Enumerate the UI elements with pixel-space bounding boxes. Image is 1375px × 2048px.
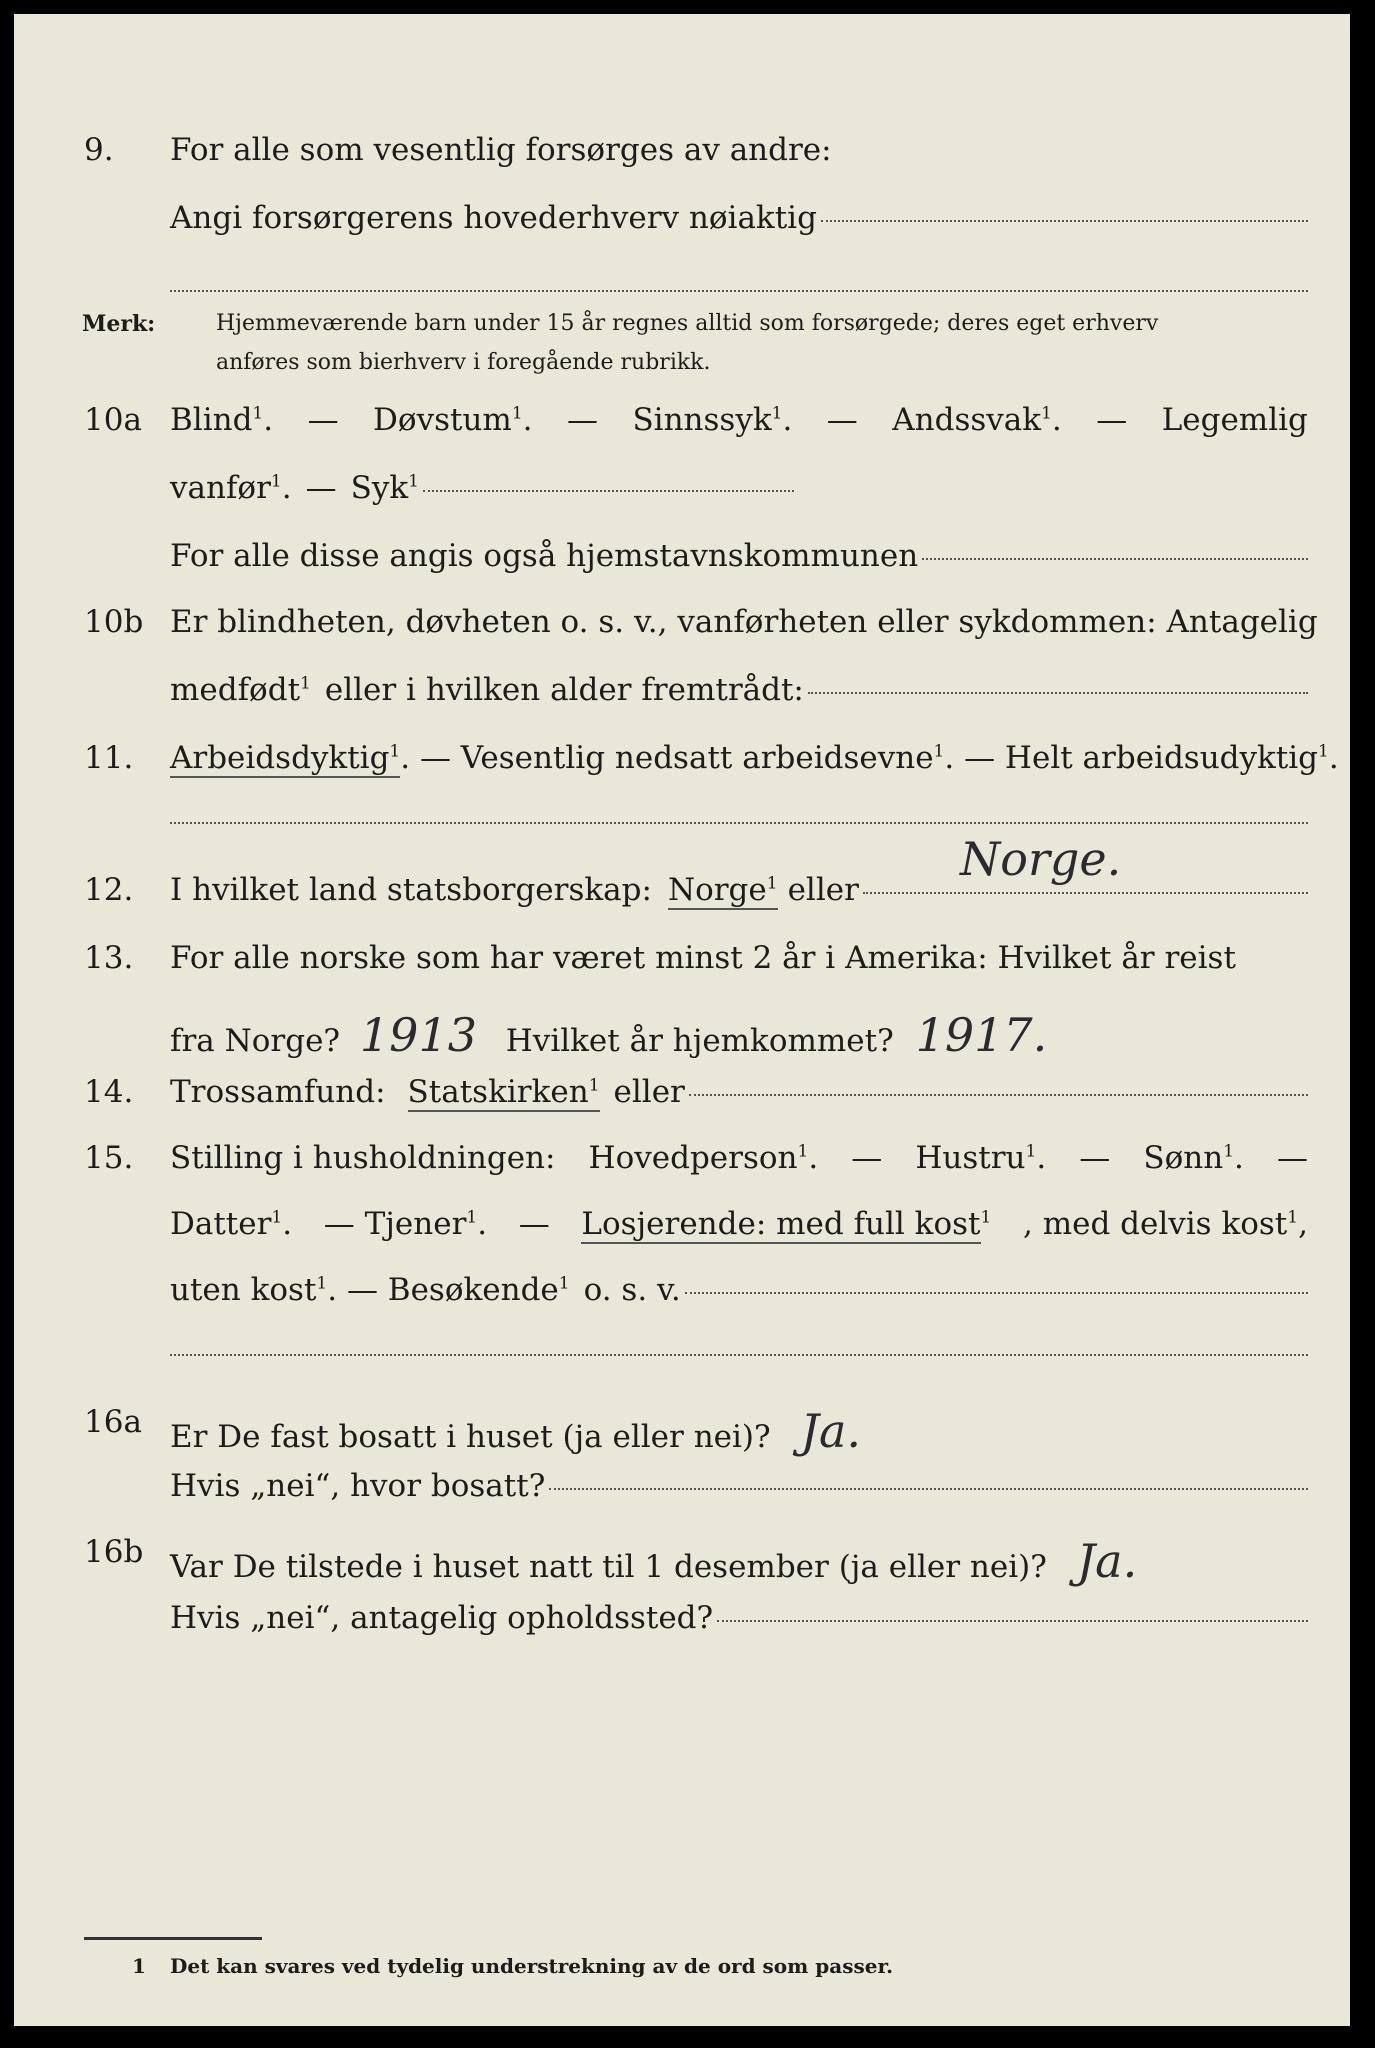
footnote-text: Det kan svares ved tydelig understrekning av de ord som passer. xyxy=(170,1954,894,1978)
q15-answer-line-2[interactable] xyxy=(170,1354,1308,1356)
q13-hjemkommet-prompt: Hvilket år hjemkommet? xyxy=(505,1023,894,1059)
option-blind[interactable]: Blind$^1$. xyxy=(170,402,274,438)
q16a-line2 xyxy=(14,1468,1350,1518)
q16b-opholdssted-prompt: Hvis „nei“, antagelig opholdssted? xyxy=(170,1600,714,1636)
option-besokende[interactable]: . — Besøkende$^1$ xyxy=(327,1272,570,1308)
q10a-number: 10a xyxy=(84,402,142,438)
q16b-prompt: Var De tilstede i huset natt til 1 desember (ja eller nei)? xyxy=(170,1549,1047,1585)
merk-label: Merk: xyxy=(82,311,156,337)
q15-line2: Datter$^1$. — Tjener$^1$. — Losjerende: med full kost$^1$ , med delvis kost$^1$, xyxy=(170,1206,1308,1242)
option-arbeidsdyktig[interactable]: Arbeidsdyktig$^1$ xyxy=(170,740,401,776)
q9-answer-line-2[interactable] xyxy=(170,290,1308,292)
q10a-line3 xyxy=(14,538,1350,588)
option-vanfor[interactable]: vanfør$^1$. xyxy=(170,470,292,506)
option-statskirken[interactable]: Statskirken$^1$ xyxy=(407,1074,600,1110)
q11-number: 11. xyxy=(84,740,134,776)
q16b-line2 xyxy=(14,1600,1350,1650)
option-sinnssyk[interactable]: Sinnssyk$^1$. xyxy=(632,402,793,438)
q10b-alder-line[interactable] xyxy=(808,692,1308,694)
option-sonn[interactable]: Sønn$^1$. xyxy=(1143,1140,1244,1176)
footnote-mark: 1 xyxy=(132,1954,146,1978)
merk-line1: Hjemmeværende barn under 15 år regnes alltid som forsørgede; deres eget erhverv xyxy=(216,311,1159,336)
q12-number: 12. xyxy=(84,872,134,908)
q16a-bosatt-line[interactable] xyxy=(549,1488,1308,1490)
q14-line: 14. Trossamfund: Statskirken$^1$ eller xyxy=(14,1074,1350,1124)
q16a-number: 16a xyxy=(84,1404,142,1440)
option-dovstum[interactable]: Døvstum$^1$. xyxy=(373,402,533,438)
option-losjerende-full-kost[interactable]: Losjerende: med full kost$^1$ xyxy=(581,1206,992,1242)
q9-prompt: Angi forsørgerens hovederhverv nøiaktig xyxy=(170,200,817,236)
q14-prompt: Trossamfund: xyxy=(170,1074,386,1110)
option-syk[interactable]: Syk$^1$ xyxy=(350,470,419,506)
q15-line1: 15. Stilling i husholdningen: Hovedperson$^1$. — Hustru$^1$. — Sønn$^1$. — xyxy=(84,1140,1308,1176)
option-delvis-kost[interactable]: , med delvis kost$^1$, xyxy=(1023,1206,1308,1242)
census-form-page xyxy=(14,14,1350,2026)
option-hovedperson[interactable]: Hovedperson$^1$. xyxy=(588,1140,819,1176)
q15-answer-line[interactable] xyxy=(685,1292,1308,1294)
q10b-text: Er blindheten, døvheten o. s. v., vanførheten eller sykdommen: Antagelig xyxy=(170,604,1318,640)
q13-line1 xyxy=(14,940,1350,990)
q16b-line1 xyxy=(14,1534,1350,1588)
q13-text: For alle norske som har været minst 2 år i Amerika: Hvilket år reist xyxy=(170,940,1236,976)
q15-number: 15. xyxy=(84,1140,134,1176)
q16a-prompt: Er De fast bosatt i huset (ja eller nei)? xyxy=(170,1419,771,1455)
option-medfodt[interactable]: medfødt$^1$ xyxy=(170,672,311,708)
option-nedsatt[interactable]: . — Vesentlig nedsatt arbeidsevne$^1$ xyxy=(400,740,945,776)
option-tjener[interactable]: — Tjener$^1$. xyxy=(323,1206,488,1242)
merk-line2: anføres som bierhverv i foregående rubrikk. xyxy=(216,350,711,375)
q12-line: 12. I hvilket land statsborgerskap: Norge$^1$ eller Norge. xyxy=(14,872,1350,922)
q13-reist-prompt: fra Norge? xyxy=(170,1023,341,1059)
q9-line1 xyxy=(14,132,1350,182)
q15-prompt: Stilling i husholdningen: xyxy=(170,1140,556,1176)
q15-line3: uten kost$^1$ . — Besøkende$^1$ o. s. v. xyxy=(14,1272,1350,1322)
q16b-answer[interactable]: Ja. xyxy=(1076,1534,1138,1588)
q13-hjemkommet-answer[interactable]: 1917. xyxy=(915,1008,1048,1062)
option-norge[interactable]: Norge$^1$ xyxy=(667,872,778,908)
q14-number: 14. xyxy=(84,1074,134,1110)
q14-answer-line[interactable] xyxy=(689,1094,1308,1096)
q16a-line1 xyxy=(14,1404,1350,1458)
q10a-line2: vanfør$^1$. — Syk$^1$ xyxy=(14,470,1350,520)
q16a-answer[interactable]: Ja. xyxy=(800,1404,861,1458)
q13-line2 xyxy=(14,1008,1350,1062)
q10a-hjemstavn-line[interactable] xyxy=(922,558,1308,560)
option-hustru[interactable]: Hustru$^1$. xyxy=(915,1140,1047,1176)
q11-line: 11. Arbeidsdyktig$^1$. — Vesentlig nedsatt arbeidsevne$^1$. — Helt arbeidsudyktig$^1$. xyxy=(84,740,1339,776)
option-legemlig[interactable]: Legemlig xyxy=(1161,402,1308,438)
q10b-line2 xyxy=(14,672,1350,722)
q9-line2 xyxy=(14,200,1350,250)
option-udyktig[interactable]: . — Helt arbeidsudyktig$^1$ xyxy=(944,740,1329,776)
footnote-rule xyxy=(84,1937,262,1940)
q9-text: For alle som vesentlig forsørges av andre: xyxy=(170,132,832,168)
q10a-syk-line[interactable] xyxy=(423,490,794,492)
option-andssvak[interactable]: Andssvak$^1$. xyxy=(892,402,1062,438)
q12-handwritten-answer: Norge. xyxy=(960,832,1122,886)
q16b-opholdssted-line[interactable] xyxy=(717,1620,1308,1622)
option-datter[interactable]: Datter$^1$. xyxy=(170,1206,293,1242)
q12-answer-line[interactable] xyxy=(863,892,1308,894)
option-uten-kost[interactable]: uten kost$^1$ xyxy=(170,1272,328,1308)
q10b-line1 xyxy=(14,604,1350,654)
q12-prompt: I hvilket land statsborgerskap: xyxy=(170,872,652,908)
q10b-number: 10b xyxy=(84,604,144,640)
q10a-line1: 10a Blind$^1$. — Døvstum$^1$. — Sinnssyk$^1$. — Andssvak$^1$. — Legemlig xyxy=(84,402,1308,438)
q11-answer-line[interactable] xyxy=(170,822,1308,824)
q13-number: 13. xyxy=(84,940,134,976)
q13-reist-answer[interactable]: 1913 xyxy=(359,1008,477,1062)
q16a-bosatt-prompt: Hvis „nei“, hvor bosatt? xyxy=(170,1468,546,1504)
q9-number: 9. xyxy=(84,132,114,168)
q10a-hjemstavn-prompt: For alle disse angis også hjemstavnskommunen xyxy=(170,538,919,574)
q10b-alder-prompt: eller i hvilken alder fremtrådt: xyxy=(324,672,804,708)
q9-answer-line[interactable] xyxy=(821,220,1308,222)
q16b-number: 16b xyxy=(84,1534,144,1570)
